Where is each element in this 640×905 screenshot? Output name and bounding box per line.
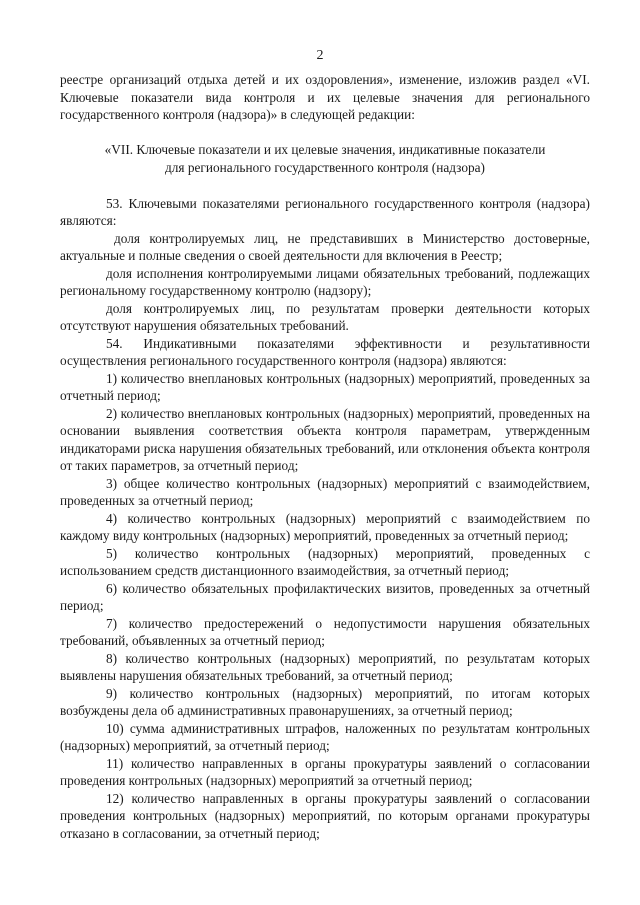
indicative-item-11: 11) количество направленных в органы прокуратуры заявлений о согласовании проведения контрольных (надзорных) мероприятий за отчетный период; <box>60 755 590 788</box>
indicative-item-2: 2) количество внеплановых контрольных (надзорных) мероприятий, проведенных на основании выявления соответствия объекта контроля параметрам, утвержденным индикаторами риска нарушения обязательных требований, или отклонения объекта контроля от таких параметров, за отчетный период; <box>60 405 590 473</box>
indicative-item-10: 10) сумма административных штрафов, наложенных по результатам контрольных (надзорных) мероприятий, за отчетный период; <box>60 720 590 753</box>
indicative-item-4: 4) количество контрольных (надзорных) мероприятий с взаимодействием по каждому виду контрольных (надзорных) мероприятий, проведенных за отчетный период; <box>60 510 590 543</box>
key-indicator-1: доля контролируемых лиц, не представивших в Министерство достоверные, актуальные и полные сведения о своей деятельности для включения в Реестр; <box>60 230 590 263</box>
section-title <box>60 141 590 177</box>
indicative-item-3: 3) общее количество контрольных (надзорных) мероприятий с взаимодействием, проведенных за отчетный период; <box>60 475 590 508</box>
paragraph-54: 54. Индикативными показателями эффективности и результативности осуществления регионального государственного контроля (надзора) являются: <box>60 335 590 368</box>
indicative-item-12: 12) количество направленных в органы прокуратуры заявлений о согласовании проведения контрольных (надзорных) мероприятий, по которым органами прокуратуры отказано в согласовании, за отчетный период; <box>60 790 590 841</box>
paragraph-53: 53. Ключевыми показателями регионального государственного контроля (надзора) являются: <box>60 195 590 228</box>
section-title-line-2: для регионального государственного контроля (надзора) <box>165 159 485 175</box>
indicative-item-9: 9) количество контрольных (надзорных) мероприятий, по итогам которых возбуждены дела об административных правонарушениях, за отчетный период; <box>60 685 590 718</box>
intro-paragraph: реестре организаций отдыха детей и их оздоровления», изменение, изложив раздел «VI. Ключевые показатели вида контроля и их целевые значения для регионального государственного контроля (надзора)» в следующей редакции: <box>60 72 590 122</box>
indicative-item-1: 1) количество внеплановых контрольных (надзорных) мероприятий, проведенных за отчетный период; <box>60 370 590 403</box>
indicative-item-8: 8) количество контрольных (надзорных) мероприятий, по результатам которых выявлены нарушения обязательных требований, за отчетный период; <box>60 650 590 683</box>
key-indicator-2: доля исполнения контролируемыми лицами обязательных требований, подлежащих региональному государственному контролю (надзору); <box>60 265 590 298</box>
indicative-item-7: 7) количество предостережений о недопустимости нарушения обязательных требований, объявленных за отчетный период; <box>60 615 590 648</box>
page-number: 2 <box>316 48 324 63</box>
document-body <box>60 71 590 842</box>
key-indicator-3: доля контролируемых лиц, по результатам проверки деятельности которых отсутствуют нарушения обязательных требований. <box>60 300 590 333</box>
section-title-line-1: «VII. Ключевые показатели и их целевые значения, индикативные показатели <box>104 141 546 157</box>
indicative-item-6: 6) количество обязательных профилактических визитов, проведенных за отчетный период; <box>60 580 590 613</box>
indicative-item-5: 5) количество контрольных (надзорных) мероприятий, проведенных с использованием средств дистанционного взаимодействия, за отчетный период; <box>60 545 590 578</box>
